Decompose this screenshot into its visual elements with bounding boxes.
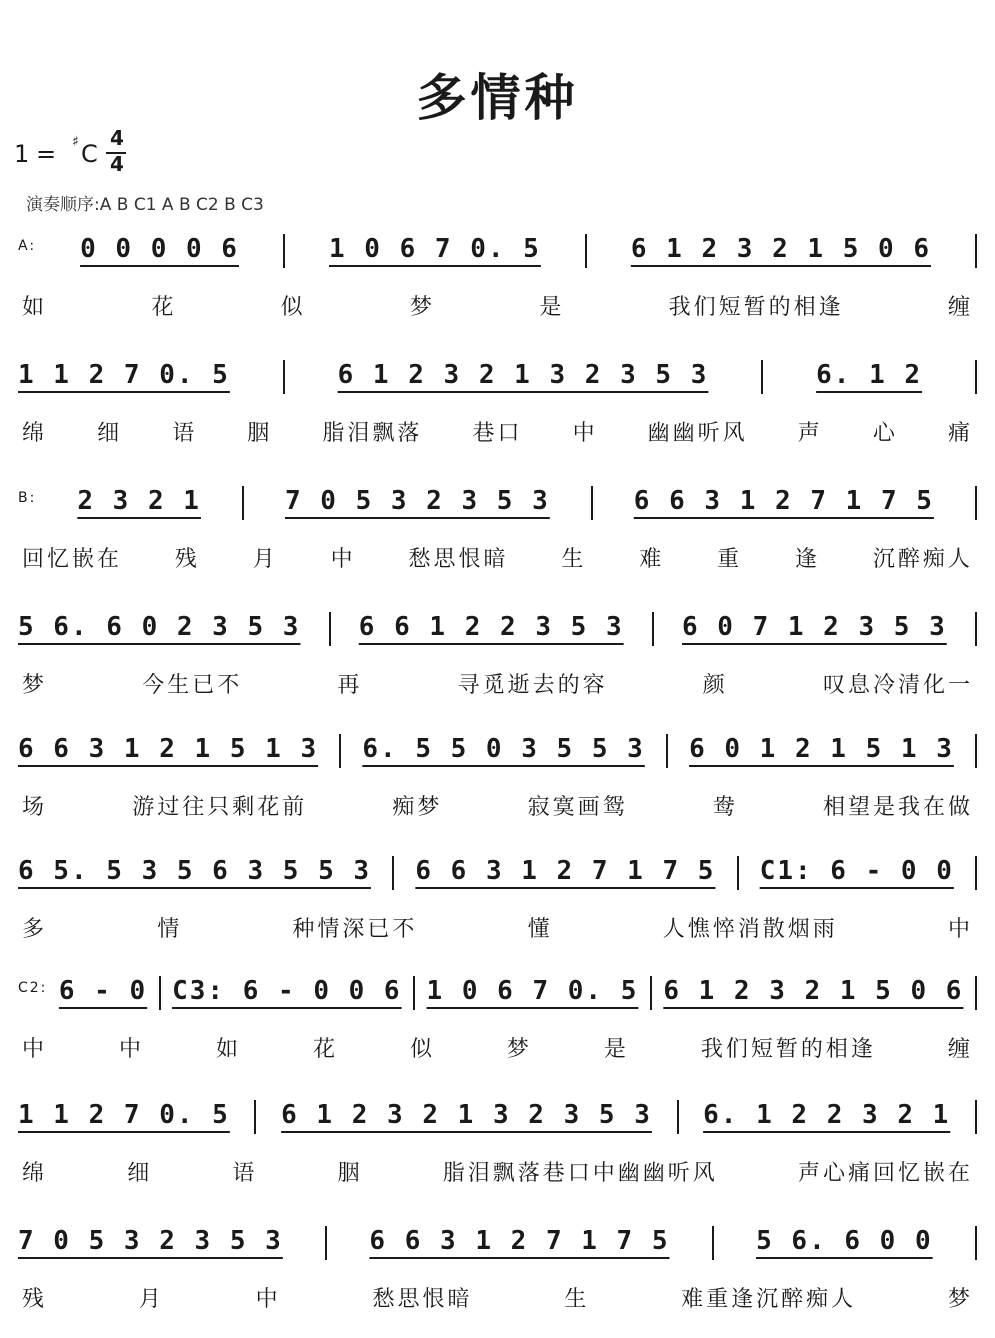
lyric-row bbox=[22, 668, 973, 699]
bar-line bbox=[254, 1100, 256, 1134]
lyric-syllable: 细 bbox=[127, 1161, 153, 1186]
lyric-syllable: 月 bbox=[252, 547, 278, 572]
lyric-syllable: 沉醉痴人 bbox=[872, 547, 973, 572]
score-line bbox=[0, 976, 995, 1086]
lyric-syllable: 脂泪飘落 bbox=[322, 421, 423, 446]
bar-line bbox=[339, 734, 341, 768]
lyric-syllable: 今生已不 bbox=[142, 673, 243, 698]
measure: 5 6. 6 0 2 3 5 3 bbox=[18, 612, 301, 642]
measure: 1 1 2 7 0. 5 bbox=[18, 1100, 230, 1130]
measure: 5 6. 6 0 0 bbox=[756, 1226, 933, 1256]
section-label: C2: bbox=[18, 980, 48, 996]
lyric-syllable: 生 bbox=[561, 547, 587, 572]
lyric-syllable: 游过往只剩花前 bbox=[132, 795, 308, 820]
bar-line bbox=[329, 612, 331, 646]
lyric-syllable: 语 bbox=[172, 421, 198, 446]
lyric-syllable: 绵 bbox=[22, 1161, 48, 1186]
bar-line bbox=[242, 486, 244, 520]
bar-line bbox=[975, 360, 977, 394]
lyric-syllable: 我们短暂的相逢 bbox=[700, 1037, 876, 1062]
lyric-syllable: 脂泪飘落巷口中幽幽听风 bbox=[442, 1161, 718, 1186]
measure: 6 6 3 1 2 7 1 7 5 bbox=[633, 486, 934, 516]
bar-line bbox=[761, 360, 763, 394]
bar-line bbox=[585, 234, 587, 268]
measure: 0 0 0 0 6 bbox=[80, 234, 239, 264]
lyric-row bbox=[22, 290, 973, 321]
lyric-syllable: 细 bbox=[97, 421, 123, 446]
lyric-syllable: 叹息冷清化一 bbox=[822, 673, 973, 698]
lyric-row bbox=[22, 1156, 973, 1187]
lyric-syllable: 残 bbox=[174, 547, 200, 572]
lyric-syllable: 月 bbox=[138, 1287, 164, 1312]
lyric-syllable: 似 bbox=[280, 295, 306, 320]
bar-line bbox=[325, 1226, 327, 1260]
key-equals: = bbox=[36, 140, 57, 168]
time-signature-numerator: 4 bbox=[110, 126, 124, 150]
bar-line bbox=[975, 612, 977, 646]
lyric-syllable: 梦 bbox=[22, 673, 48, 698]
notation-row bbox=[18, 486, 977, 546]
measure: 6. 1 2 2 3 2 1 bbox=[703, 1100, 951, 1130]
lyric-syllable: 幽幽听风 bbox=[647, 421, 748, 446]
measure: 6 - 0 bbox=[58, 976, 148, 1006]
section-label: A: bbox=[18, 238, 37, 254]
lyric-syllable: 痛 bbox=[947, 421, 973, 446]
measure: 1 0 6 7 0. 5 bbox=[329, 234, 541, 264]
lyric-syllable: 人憔悴消散烟雨 bbox=[662, 917, 838, 942]
bar-line bbox=[975, 976, 977, 1010]
notation-row bbox=[18, 856, 977, 916]
bar-line bbox=[392, 856, 394, 890]
measure: 6 6 3 1 2 1 5 1 3 bbox=[18, 734, 319, 764]
lyric-syllable: 声 bbox=[797, 421, 823, 446]
measure: 6 0 7 1 2 3 5 3 bbox=[681, 612, 947, 642]
measure: C3: 6 - 0 0 6 bbox=[172, 976, 402, 1006]
measure: 6 6 3 1 2 7 1 7 5 bbox=[415, 856, 716, 886]
lyric-syllable: 难 bbox=[639, 547, 665, 572]
song-title: 多情种 bbox=[416, 69, 579, 127]
lyric-syllable: 种情深已不 bbox=[292, 917, 418, 942]
bar-line bbox=[712, 1226, 714, 1260]
score-line bbox=[0, 1226, 995, 1336]
lyric-row bbox=[22, 542, 973, 573]
lyric-syllable: 鸯 bbox=[712, 795, 738, 820]
notation-row bbox=[18, 976, 977, 1036]
notation-row bbox=[18, 612, 977, 672]
measure: 6 5. 5 3 5 6 3 5 5 3 bbox=[18, 856, 372, 886]
lyric-syllable: 多 bbox=[22, 917, 48, 942]
lyric-syllable: 巷口 bbox=[472, 421, 523, 446]
bar-line bbox=[283, 360, 285, 394]
lyric-syllable: 中 bbox=[118, 1037, 144, 1062]
lyric-syllable: 中 bbox=[572, 421, 598, 446]
score-line bbox=[0, 612, 995, 722]
measure: 6 6 1 2 2 3 5 3 bbox=[358, 612, 624, 642]
lyric-syllable: 梦 bbox=[409, 295, 435, 320]
measure: 7 0 5 3 2 3 5 3 bbox=[284, 486, 550, 516]
lyric-syllable: 寂寞画鸳 bbox=[527, 795, 628, 820]
lyric-syllable: 胭 bbox=[247, 421, 273, 446]
measure: 6 0 1 2 1 5 1 3 bbox=[689, 734, 954, 764]
measure: 6 6 3 1 2 7 1 7 5 bbox=[369, 1226, 670, 1256]
bar-line bbox=[975, 486, 977, 520]
lyric-syllable: 梦 bbox=[506, 1037, 532, 1062]
measure: 6 1 2 3 2 1 3 2 3 5 3 bbox=[281, 1100, 652, 1130]
measure: 7 0 5 3 2 3 5 3 bbox=[18, 1226, 283, 1256]
lyric-syllable: 中 bbox=[330, 547, 356, 572]
lyric-syllable: 声心痛回忆嵌在 bbox=[797, 1161, 973, 1186]
bar-line bbox=[666, 734, 668, 768]
lyric-syllable: 痴梦 bbox=[392, 795, 443, 820]
lyric-row bbox=[22, 1032, 973, 1063]
lyric-syllable: 寻觅逝去的容 bbox=[457, 673, 608, 698]
bar-line bbox=[975, 734, 977, 768]
lyric-syllable: 似 bbox=[409, 1037, 435, 1062]
lyric-syllable: 回忆嵌在 bbox=[22, 547, 123, 572]
lyric-syllable: 颜 bbox=[702, 673, 728, 698]
lyric-row bbox=[22, 1282, 973, 1313]
performance-order: 演奏顺序:A B C1 A B C2 B C3 bbox=[26, 195, 264, 215]
measure: 6 1 2 3 2 1 3 2 3 5 3 bbox=[337, 360, 709, 390]
bar-line bbox=[975, 856, 977, 890]
measure: C1: 6 - 0 0 bbox=[759, 856, 954, 886]
key-degree: 1 bbox=[14, 140, 30, 168]
score-line bbox=[0, 234, 995, 344]
lyric-syllable: 生 bbox=[564, 1287, 590, 1312]
measure: 1 1 2 7 0. 5 bbox=[18, 360, 230, 390]
lyric-syllable: 如 bbox=[22, 295, 48, 320]
score-line bbox=[0, 1100, 995, 1210]
notation-row bbox=[18, 234, 977, 294]
score-line bbox=[0, 734, 995, 844]
lyric-syllable: 梦 bbox=[947, 1287, 973, 1312]
bar-line bbox=[283, 234, 285, 268]
lyric-syllable: 愁思恨暗 bbox=[408, 547, 509, 572]
measure: 6. 5 5 0 3 5 5 3 bbox=[362, 734, 645, 764]
lyric-syllable: 愁思恨暗 bbox=[372, 1287, 473, 1312]
measure: 6. 1 2 bbox=[816, 360, 923, 390]
lyric-syllable: 再 bbox=[337, 673, 363, 698]
bar-line bbox=[591, 486, 593, 520]
score-line bbox=[0, 856, 995, 966]
lyric-syllable: 我们短暂的相逢 bbox=[668, 295, 844, 320]
lyric-syllable: 逢 bbox=[795, 547, 821, 572]
score-line bbox=[0, 486, 995, 596]
lyric-syllable: 花 bbox=[151, 295, 177, 320]
lyric-syllable: 胭 bbox=[337, 1161, 363, 1186]
lyric-syllable: 中 bbox=[255, 1287, 281, 1312]
time-signature-denominator: 4 bbox=[110, 152, 124, 176]
lyric-syllable: 缠 bbox=[947, 295, 973, 320]
score-line bbox=[0, 360, 995, 470]
lyric-syllable: 懂 bbox=[527, 917, 553, 942]
bar-line bbox=[975, 1100, 977, 1134]
lyric-syllable: 心 bbox=[872, 421, 898, 446]
lyric-row bbox=[22, 416, 973, 447]
notation-row bbox=[18, 360, 977, 420]
measure: 6 1 2 3 2 1 5 0 6 bbox=[663, 976, 964, 1006]
lyric-syllable: 难重逢沉醉痴人 bbox=[681, 1287, 857, 1312]
measure: 1 0 6 7 0. 5 bbox=[426, 976, 639, 1006]
notation-row bbox=[18, 734, 977, 794]
lyric-syllable: 中 bbox=[947, 917, 973, 942]
lyric-row bbox=[22, 912, 973, 943]
notation-row bbox=[18, 1100, 977, 1160]
lyric-syllable: 是 bbox=[603, 1037, 629, 1062]
bar-line bbox=[413, 976, 415, 1010]
bar-line bbox=[652, 612, 654, 646]
lyric-syllable: 残 bbox=[22, 1287, 48, 1312]
measure: 6 1 2 3 2 1 5 0 6 bbox=[630, 234, 931, 264]
bar-line bbox=[737, 856, 739, 890]
sharp-icon: ♯ bbox=[72, 134, 79, 150]
lyric-syllable: 情 bbox=[157, 917, 183, 942]
lyric-syllable: 中 bbox=[22, 1037, 48, 1062]
lyric-row bbox=[22, 790, 973, 821]
lyric-syllable: 相望是我在做 bbox=[822, 795, 973, 820]
lyric-syllable: 花 bbox=[312, 1037, 338, 1062]
bar-line bbox=[975, 234, 977, 268]
bar-line bbox=[159, 976, 161, 1010]
bar-line bbox=[975, 1226, 977, 1260]
lyric-syllable: 语 bbox=[232, 1161, 258, 1186]
lyric-syllable: 缠 bbox=[947, 1037, 973, 1062]
section-label: B: bbox=[18, 490, 37, 506]
bar-line bbox=[677, 1100, 679, 1134]
lyric-syllable: 场 bbox=[22, 795, 48, 820]
lyric-syllable: 绵 bbox=[22, 421, 48, 446]
bar-line bbox=[650, 976, 652, 1010]
lyric-syllable: 重 bbox=[717, 547, 743, 572]
lyric-syllable: 是 bbox=[539, 295, 565, 320]
notation-row bbox=[18, 1226, 977, 1286]
lyric-syllable: 如 bbox=[215, 1037, 241, 1062]
key-tonic: C bbox=[81, 140, 98, 168]
measure: 2 3 2 1 bbox=[77, 486, 201, 516]
